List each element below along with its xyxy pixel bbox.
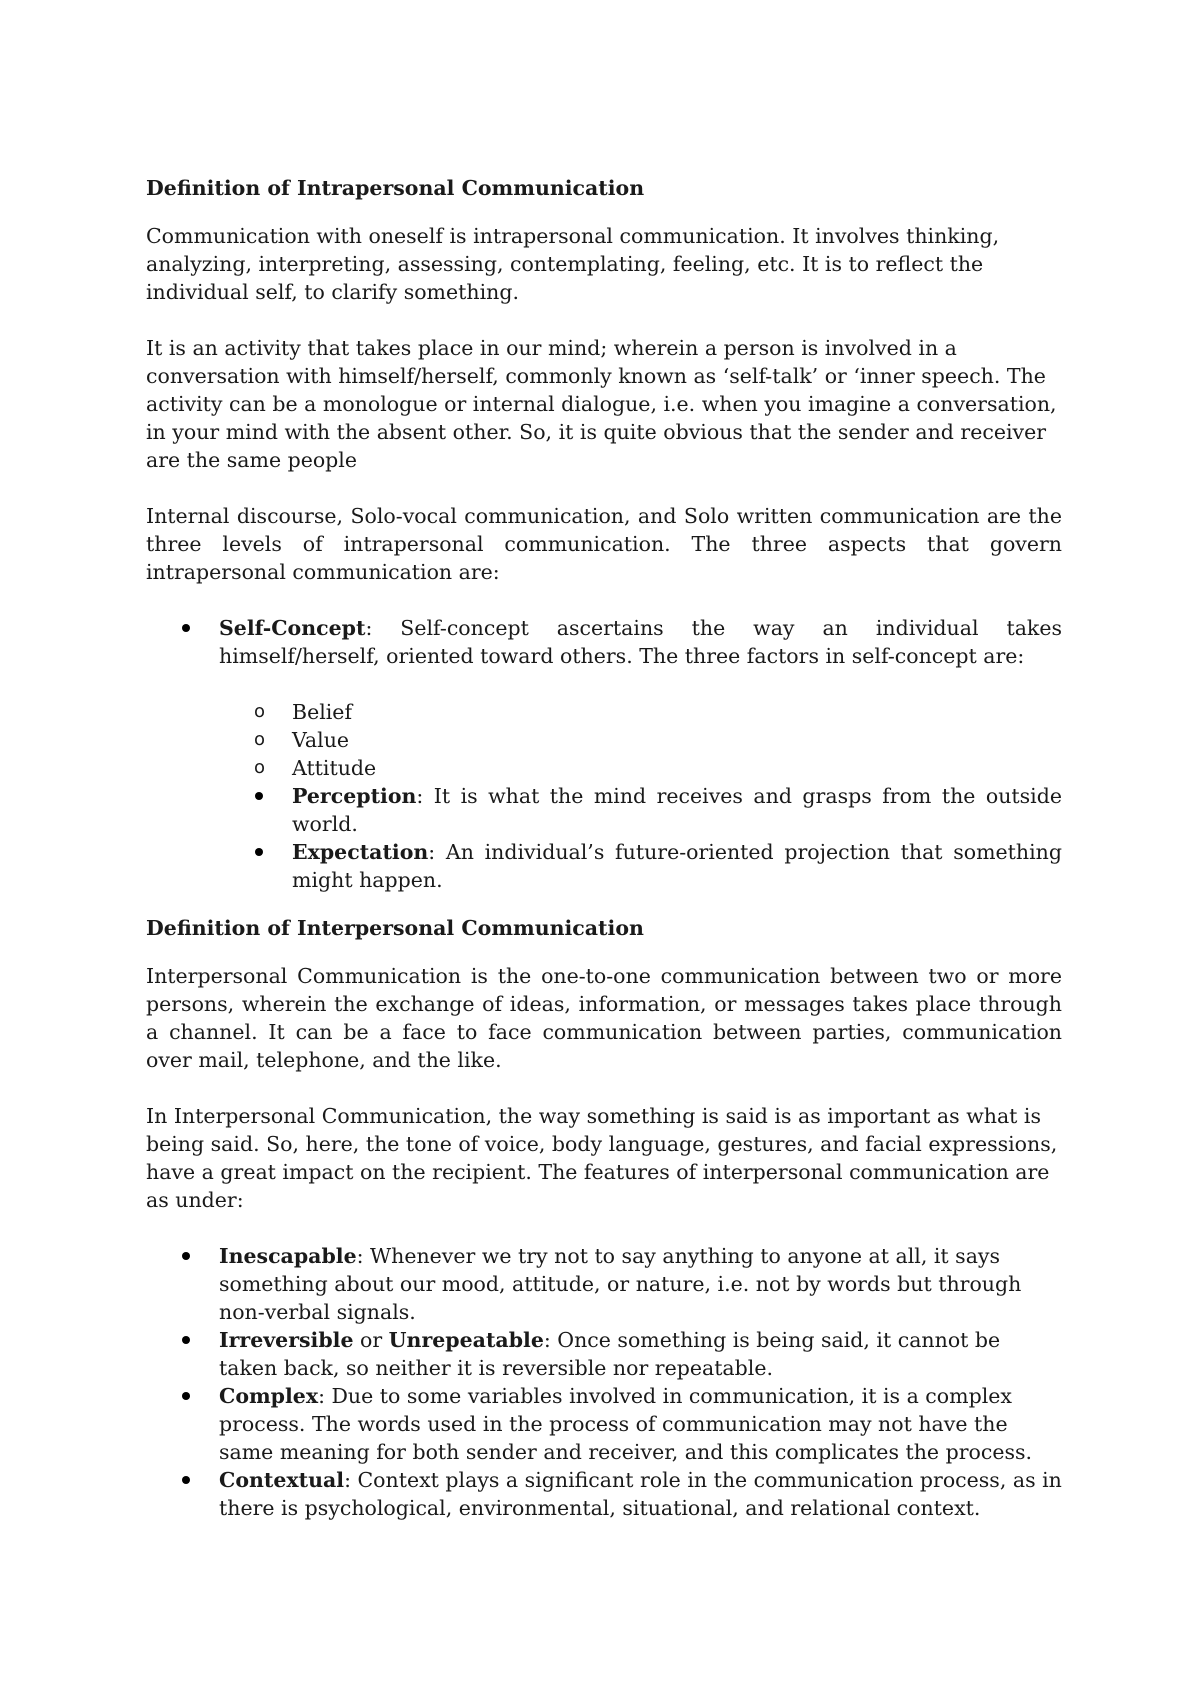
list-item-inescapable [146,1242,1062,1326]
term: Inescapable [219,1244,357,1268]
circle-bullet-icon: o [254,757,266,778]
bullet-icon [182,1252,190,1260]
list-item-irreversible [146,1326,1062,1382]
factor-label: Attitude [292,756,377,780]
definition: : Whenever we try not to say anything to anyone at all, it says something about our mood, attitude, or nature, i.e. not by words but through non-verbal signals. [219,1244,1022,1324]
paragraph: It is an activity that takes place in our mind; wherein a person is involved in a conversation with himself/herself, commonly known as ‘self-talk’ or ‘inner speech. The activity can be a monologue or internal dialogue, i.e. when you imagine a conversation, in your mind with the absent other. So, it is quite obvious that the sender and receiver are the same people [146,336,1057,472]
features-list [146,1242,1062,1522]
list-item-complex [146,1382,1062,1466]
paragraph: Internal discourse, Solo-vocal communication, and Solo written communication are the three levels of intrapersonal communication. The three aspects that govern intrapersonal communication are: [146,504,1062,584]
definition: : Self-concept ascertains the way an individual takes himself/herself, oriented toward others. The three factors in self-concept are: [219,616,1062,668]
factors-list [146,698,1062,894]
definition: : Due to some variables involved in communication, it is a complex process. The words used in the process of communication may not have the same meaning for both sender and receiver, and this complicates the process. [219,1384,1033,1464]
bullet-icon [182,1392,190,1400]
definition: : Context plays a significant role in the communication process, as in there is psychological, environmental, situational, and relational context. [219,1468,1062,1520]
list-item-contextual [146,1466,1062,1522]
list-item-factor [146,726,1062,754]
term: Irreversible [219,1328,354,1352]
list-item-expectation [146,838,1062,894]
term: Expectation [292,840,429,864]
definition: : It is what the mind receives and grasps from the outside world. [292,784,1062,836]
circle-bullet-icon: o [254,729,266,750]
factor-label: Value [292,728,350,752]
section-heading-intrapersonal: Definition of Intrapersonal Communication [146,176,645,200]
aspects-list [146,614,1062,894]
bullet-icon [255,792,263,800]
list-item-factor [146,698,1062,726]
term: Self-Concept [219,616,366,640]
section-heading-interpersonal: Definition of Interpersonal Communication [146,916,644,940]
list-item-self-concept [146,614,1062,894]
paragraph: In Interpersonal Communication, the way something is said is as important as what is being said. So, here, the tone of voice, body language, gestures, and facial expressions, have a great impact on the recipient. The features of interpersonal communication are as under: [146,1104,1058,1212]
paragraph: Interpersonal Communication is the one-to-one communication between two or more persons, wherein the exchange of ideas, information, or messages takes place through a channel. It can be a face to face communication between parties, communication over mail, telephone, and the like. [146,964,1062,1072]
circle-bullet-icon: o [254,701,266,722]
term: Unrepeatable [388,1328,544,1352]
document-page [146,160,1062,1522]
bullet-icon [255,848,263,856]
list-item-perception [146,782,1062,838]
paragraph: Communication with oneself is intrapersonal communication. It involves thinking, analyzing, interpreting, assessing, contemplating, feeling, etc. It is to reflect the individual self, to clarify something. [146,224,1000,304]
definition: : An individual’s future-oriented projection that something might happen. [292,840,1062,892]
factor-label: Belief [292,700,353,724]
list-item-factor [146,754,1062,782]
term: Perception [292,784,417,808]
connector: or [353,1328,389,1352]
bullet-icon [182,1336,190,1344]
term: Contextual [219,1468,345,1492]
term: Complex [219,1384,319,1408]
bullet-icon [182,1476,190,1484]
bullet-icon [182,624,190,632]
definition: : Once something is being said, it cannot be taken back, so neither it is reversible nor repeatable. [219,1328,1001,1380]
